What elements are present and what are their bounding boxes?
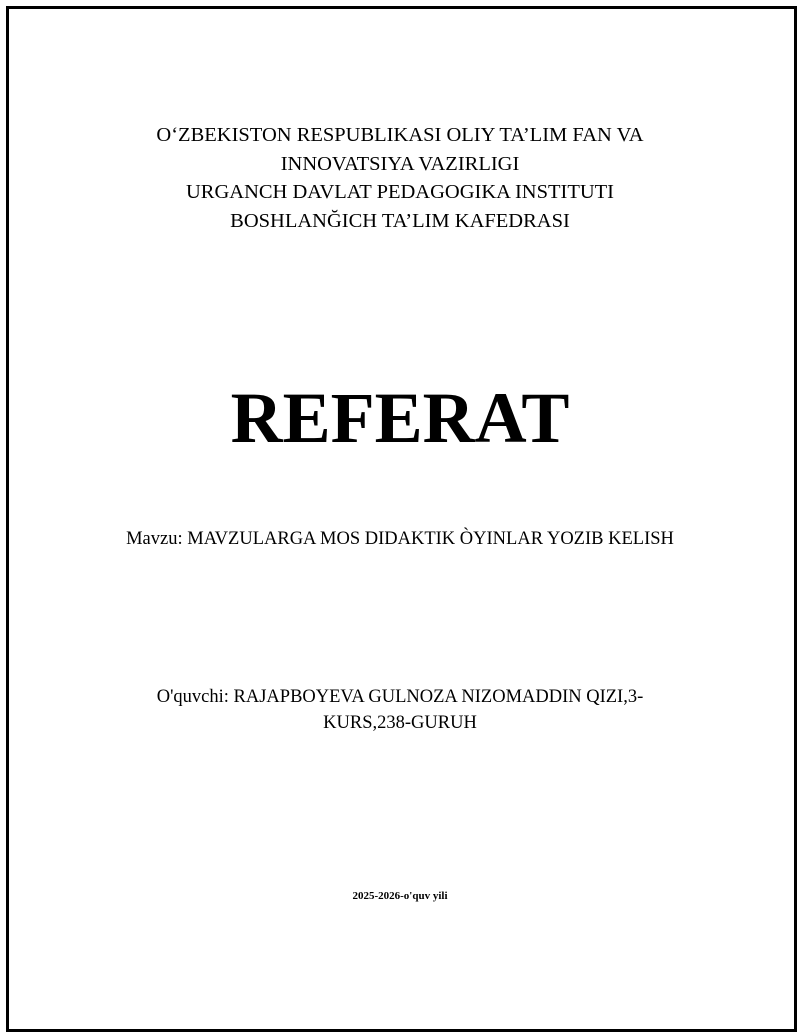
header-line-department: BOSHLANĞICH TA’LIM KAFEDRASI xyxy=(230,209,570,232)
academic-year: 2025-2026-o'quv yili xyxy=(352,890,448,902)
header-line-institute: URGANCH DAVLAT PEDAGOGIKA INSTITUTI xyxy=(185,181,615,203)
header-line-ministry-2: INNOVATSIYA VAZIRLIGI xyxy=(280,152,520,175)
header-line-ministry-1: O‘ZBEKISTON RESPUBLIKASI OLIY TA’LIM FAN VA xyxy=(156,124,644,146)
student-line-1: O'quvchi: RAJAPBOYEVA GULNOZA NIZOMADDIN QIZI,3- xyxy=(156,687,644,707)
student-info xyxy=(0,684,800,736)
student-line-2: KURS,238-GURUH xyxy=(323,713,477,733)
institution-header xyxy=(0,121,800,235)
document-title: REFERAT xyxy=(230,378,570,458)
topic-line: Mavzu: MAVZULARGA MOS DIDAKTIK ÒYINLAR YOZIB KELISH xyxy=(126,529,674,549)
